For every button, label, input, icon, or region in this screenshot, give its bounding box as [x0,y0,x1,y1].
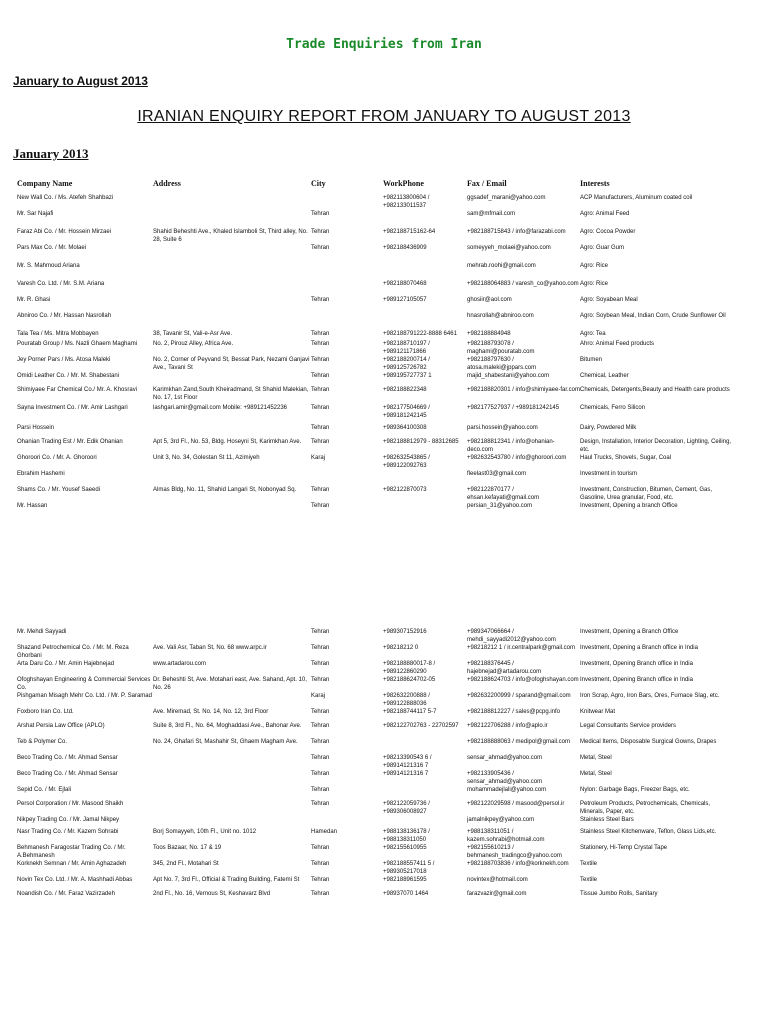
company-cell: Mr. Mehdi Sayyadi [17,629,67,635]
city-cell [311,312,383,330]
address-cell: Almas Bldg, No. 11, Shahid Langari St, Nobonyad Sq. [153,487,297,493]
fax-email-cell: ghosiir@aol.com [467,297,512,303]
address-cell [153,280,311,296]
company-cell: Shimiyaee Far Chemical Co./ Mr. A. Khosravi [17,387,138,393]
address-cell: Borj Somayyeh, 10th Fl., Unit no. 1012 [153,829,257,835]
interests-cell: Agro: Rice [580,281,609,287]
address-cell [153,502,311,518]
interests-cell: Investment, Construction, Bitumen, Cement, Gas, Gasoline, Urea granular, Food, etc. [580,487,713,501]
city-cell: Tehran [311,739,330,745]
header-interests: Interests [580,180,610,188]
address-cell: Apt 5, 3rd Fl., No. 53, Bldg. Hoseyni St, Karimkhan Ave. [153,439,302,445]
company-cell: Jey Porner Pars / Ms. Atosa Maleki [17,357,111,363]
company-cell: Faraz Abi Co. / Mr. Hossein Mirzaei [17,229,112,235]
workphone-cell [383,262,467,280]
company-cell: Parsi Hossein [17,425,55,431]
company-cell: Mr. R. Ghasi [17,297,51,303]
interests-cell: Agro: Soyabean Meal [580,297,638,303]
fax-email-cell: +982122870177 / ehsan.kefayati@gmail.com [467,487,540,501]
company-cell: Ohanian Trading Est / Mr. Edik Ohanian [17,439,123,445]
header-city: City [311,180,326,188]
company-cell: Mr. Hassan [17,503,48,509]
city-cell: Tehran [311,331,330,337]
company-cell: Novin Tex Co. Ltd. / Mr. A. Mashhadi Abbas [17,877,133,883]
address-cell [153,754,311,770]
fax-email-cell: +982632200999 / sparand@gmail.com [467,693,571,699]
company-cell: Arshat Persia Law Office (APLO) [17,723,105,729]
workphone-cell: +982188436909 [383,245,427,251]
company-cell: Shazand Petrochemical Co. / Mr. M. Reza Ghorbani [17,645,129,659]
table-body [17,628,735,902]
report-title: IRANIAN ENQUIRY REPORT FROM JANUARY TO AUGUST 2013 [137,108,631,125]
workphone-cell: +982632543865 / +989122092763 [383,455,430,469]
interests-cell: Knitwear Mat [580,709,616,715]
table-row [17,860,735,876]
address-cell: 2nd Fl., No. 16, Vernous St, Keshavarz Blvd [153,891,271,897]
table-row [17,312,735,330]
company-cell: Omidi Leather Co. / Mr. M. Shabestani [17,373,120,379]
city-cell: Tehran [311,387,330,393]
interests-cell: Metal, Steel [580,755,612,761]
table-body [17,194,735,518]
address-cell [153,692,311,708]
company-cell: New Wall Co. / Ms. Atefeh Shahbazi [17,195,114,201]
header-address: Address [153,180,181,188]
fax-email-cell: +988138311051 / kazem.sohrabi@hotmail.com [467,829,545,843]
interests-cell: Textile [580,861,598,867]
table-row [17,628,735,644]
interests-cell: Agro: Rice [580,263,609,269]
fax-email-cell: +982133905436 / sensar_ahmad@yahoo.com [467,771,543,785]
table-row [17,828,735,844]
company-cell: Nasr Trading Co. / Mr. Kazem Sohrabi [17,829,119,835]
table-row [17,210,735,228]
table-row [17,692,735,708]
workphone-cell: +982632200888 / +989122888036 [383,693,430,707]
city-cell: Tehran [311,405,330,411]
company-cell: Ebrahim Hashemi [17,471,65,477]
table-row [17,438,735,454]
table-row [17,754,735,770]
company-cell: Mr. Sar Najafi [17,211,54,217]
city-cell: Tehran [311,297,330,303]
workphone-cell: +989307152916 [383,629,427,635]
table-row [17,876,735,890]
company-cell: Persol Corporation / Mr. Masood Shaikh [17,801,124,807]
interests-cell: Legal Consultants Service providers [580,723,677,729]
interests-cell: Agro: Tea [580,331,606,337]
workphone-cell [383,816,467,828]
workphone-cell: +989127105057 [383,297,427,303]
fax-email-cell: +982155610213 / behmanesh_tradingco@yahoo.com [467,845,562,859]
table-row [17,786,735,800]
company-cell: Teb & Polymer Co. [17,739,68,745]
company-cell: Shams Co. / Mr. Yousef Saeedi [17,487,101,493]
interests-cell: Iron Scrap, Agro, Iron Bars, Ores, Furnace Slag, etc. [580,693,720,699]
fax-email-cell: +982188703836 / info@korknekh.com [467,861,569,867]
fax-email-cell: +982188812227 / sales@pcpg.info [467,709,560,715]
address-cell [153,770,311,786]
workphone-cell [383,312,467,330]
workphone-cell: +982188880017-8 / +989122860290 [383,661,436,675]
interests-cell: Investment in tourism [580,471,638,477]
workphone-cell [383,470,467,486]
interests-cell: Investment, Opening a branch Office [580,503,678,509]
table-row [17,722,735,738]
company-cell: Beco Trading Co. / Mr. Ahmad Sensar [17,771,118,777]
workphone-cell: +98937070 1464 [383,891,429,897]
fax-email-cell: persian_31@yahoo.com [467,503,533,509]
interests-cell: Agro: Cocoa Powder [580,229,636,235]
workphone-cell: +982188744117 5-7 [383,709,437,715]
workphone-cell: +982188200714 / +989125726782 [383,357,430,371]
fax-email-cell: mohammadejlali@yahoo.com [467,787,547,793]
company-cell: Mr. S. Mahmoud Ariana [17,263,80,269]
interests-cell: Agro: Guar Gum [580,245,625,251]
fax-email-cell: +982188812341 / info@ohanian-deco.com [467,439,555,453]
city-cell: Tehran [311,629,330,635]
table-row [17,386,735,404]
company-cell: Ghoroori Co. / Mr. A. Ghoroori [17,455,97,461]
interests-cell: Petroleum Products, Petrochemicals, Chemicals, Minerals, Paper, etc. [580,801,711,815]
workphone-cell: +982122870073 [383,487,427,493]
workphone-cell: +982188791222-8888 6461 [383,331,457,337]
table-row [17,660,735,676]
city-cell: Karaj [311,693,326,699]
workphone-cell: +988138136178 / +988138311050 [383,829,430,843]
fax-email-cell: +982188376445 / hajebnejad@artadarou.com [467,661,542,675]
interests-cell: Chemical, Leather [580,373,629,379]
address-cell: Dr. Beheshti St, Ave. Motahari east, Ave. Sahand, Apt. 10, No. 26 [153,677,307,691]
fax-email-cell: +982188715843 / info@farazabi.com [467,229,566,235]
city-cell: Tehran [311,503,330,509]
city-cell: Tehran [311,245,330,251]
interests-cell: Investment, Opening a Branch office in India [580,645,698,651]
city-cell: Tehran [311,861,330,867]
header-workphone: WorkPhone [383,180,424,188]
address-cell: Apt No. 7, 3rd Fl., Official & Trading Building, Fatemi St [153,877,300,883]
enquiry-table-part-1 [17,180,735,518]
table-row [17,676,735,692]
interests-cell: Tissue Jumbo Rolls, Sanitary [580,891,658,897]
table-row [17,644,735,660]
address-cell: No. 2, Corner of Peyvand St, Bessat Park, Nezami Ganjavi Ave., Tavani St [153,357,310,371]
address-cell: No. 24, Ghafari St, Mashahir St, Ghaem Magham Ave. [153,739,298,745]
address-cell: Toos Bazaar, No. 17 & 19 [153,845,222,851]
address-cell: 345, 2nd Fl., Motahari St [153,861,219,867]
address-cell: Ave. Miremad, St. No. 14, No. 12, 3rd Floor [153,709,269,715]
fax-email-cell: mehrab.roohi@gmail.com [467,263,536,269]
table-row [17,330,735,340]
interests-cell: Investment, Opening Branch office in India [580,661,693,667]
address-cell: Ave. Vali Asr, Taban St, No. 68 www.arpc.ir [153,645,267,651]
fax-email-cell: +982188888063 / medipol@gmail.com [467,739,570,745]
city-cell: Tehran [311,229,330,235]
fax-email-cell: +982188820301 / info@shimiyaee-far.com [467,387,580,393]
city-cell [311,194,383,210]
address-cell: Karimkhan Zand,South Kheiradmand, St Shahid Malekian, No. 17, 1st Floor [153,387,309,401]
address-cell: Suite 8, 3rd Fl., No. 64, Moghaddasi Ave., Bahonar Ave. [153,723,302,729]
interests-cell: Metal, Steel [580,771,612,777]
city-cell [311,280,383,296]
company-cell: Sepid Co. / Mr. Ejlali [17,787,72,793]
workphone-cell: +982188822348 [383,387,427,393]
table-row [17,890,735,902]
fax-email-cell: +982122029598 / masood@persol.ir [467,801,565,807]
workphone-cell: +982122059736 / +989306008927 [383,801,430,815]
city-cell: Tehran [311,709,330,715]
fax-email-cell: sam@mfmail.com [467,211,516,217]
address-cell: No. 2, Pirouz Alley, Africa Ave. [153,341,234,347]
city-cell: Tehran [311,211,330,217]
interests-cell: Textile [580,877,598,883]
interests-cell: Stationery, Hi-Temp Crystal Tape [580,845,668,851]
address-cell [153,786,311,800]
fax-email-cell: +989347066664 / mehdi_sayyadi2012@yahoo.com [467,629,556,643]
interests-cell: Stainless Steel Bars [580,817,634,823]
workphone-cell [383,738,467,754]
table-row [17,340,735,356]
interests-cell: Bitumen [580,357,603,363]
table-row [17,770,735,786]
workphone-cell: +98218212 0 [383,645,419,651]
city-cell: Tehran [311,755,330,761]
city-cell: Tehran [311,677,330,683]
interests-cell: ACP Manufacturers, Aluminum coated coil [580,195,693,201]
workphone-cell: +989364100308 [383,425,427,431]
address-cell: lashgari.amir@gmail.com Mobile: +989121452236 [153,405,287,411]
address-cell [153,800,311,816]
subtitle: January to August 2013 [13,74,148,88]
interests-cell: Dairy, Powdered Milk [580,425,637,431]
company-cell: Pouratab Group / Ms. Nazli Ghaem Maghami [17,341,138,347]
city-cell: Tehran [311,877,330,883]
interests-cell: Agro: Soybean Meal, Indian Corn, Crude Sunflower Oil [580,313,726,319]
workphone-cell: +982177504669 / +989181242145 [383,405,430,419]
company-cell: Beco Trading Co. / Mr. Ahmad Sensar [17,755,118,761]
header-fax-email: Fax / Email [467,180,507,188]
city-cell: Tehran [311,645,330,651]
city-cell: Tehran [311,801,330,807]
workphone-cell: +98914121316 7 [383,771,429,777]
month-heading: January 2013 [13,146,89,161]
company-cell: Pishgaman Misagh Mehr Co. Ltd. / Mr. P. Saramad [17,693,152,699]
company-cell: Ofoghshayan Engineering & Commercial Services Co. [17,677,151,691]
company-cell: Korknekh Semnan / Mr. Amin Aghazadeh [17,861,127,867]
company-cell: Nikpey Trading Co. / Mr. Jamal Nikpey [17,817,120,823]
interests-cell: Chemicals, Detergents,Beauty and Health care products [580,387,730,393]
company-cell: Behmanesh Faragostar Trading Co. / Mr. A.Behmanesh [17,845,126,859]
table-row [17,486,735,502]
address-cell: www.artadarou.com [153,661,207,667]
workphone-cell: +982188557411 5 / +989305217018 [383,861,435,875]
address-cell [153,244,311,262]
city-cell: Tehran [311,845,330,851]
fax-email-cell: +982188797630 / atosa.maleki@jppars.com [467,357,537,371]
city-cell [311,816,383,828]
table-row [17,800,735,816]
city-cell: Tehran [311,439,330,445]
fax-email-cell: novintex@hotmail.com [467,877,528,883]
address-cell [153,296,311,312]
fax-email-cell: hnasrollah@abniroo.com [467,313,534,319]
city-cell: Tehran [311,357,330,363]
address-cell [153,262,311,280]
city-cell: Hamedan [311,829,338,835]
interests-cell: Nylon: Garbage Bags, Freezer Bags, etc. [580,787,690,793]
address-cell [153,372,311,386]
interests-cell: Ahro: Animal Feed products [580,341,655,347]
fax-email-cell: sensar_ahmad@yahoo.com [467,755,543,761]
enquiry-table-part-2 [17,628,735,902]
city-cell: Karaj [311,455,326,461]
table-row [17,404,735,424]
city-cell [311,262,383,280]
fax-email-cell: fleelast03@gmail.com [467,471,527,477]
company-cell: Abniroo Co. / Mr. Hassan Nasrollah [17,313,112,319]
fax-email-cell: +982632543780 / info@ghoroori.com [467,455,567,461]
table-row [17,194,735,210]
table-row [17,280,735,296]
workphone-cell: +982188812979 - 88312685 [383,439,459,445]
workphone-cell: +982122702763 - 22702597 [383,723,459,729]
table-row [17,424,735,438]
table-row [17,296,735,312]
table-row [17,816,735,828]
city-cell: Tehran [311,787,330,793]
address-cell: Shahid Beheshti Ave., Khaled Islamboli St, Third alley, No. 28, Suite 6 [153,229,308,243]
top-title: Trade Enquiries from Iran [286,37,482,52]
workphone-cell: +982188961595 [383,877,427,883]
company-cell: Pars Max Co. / Mr. Molaei [17,245,87,251]
workphone-cell: +982188710197 / +989121171866 [383,341,430,355]
city-cell: Tehran [311,425,330,431]
workphone-cell [383,210,467,228]
fax-email-cell: +982122706288 / info@aplo.ir [467,723,548,729]
company-cell: Arta Daru Co. / Mr. Amin Hajebnejad [17,661,115,667]
table-row [17,844,735,860]
fax-email-cell: majid_shabestani@yahoo.com [467,373,550,379]
fax-email-cell: ggsadef_marani@yahoo.com [467,195,546,201]
table-row [17,228,735,244]
table-row [17,708,735,722]
address-cell [153,470,311,486]
fax-email-cell: farazvazir@gmail.com [467,891,527,897]
interests-cell: Chemicals, Ferro Silicon [580,405,646,411]
city-cell: Tehran [311,771,330,777]
address-cell [153,194,311,210]
workphone-cell: +982188715162-64 [383,229,436,235]
address-cell [153,312,311,330]
fax-email-cell: +982188624703 / info@ofoghshayan.com [467,677,579,683]
company-cell: Noandish Co. / Mr. Faraz Vazirzadeh [17,891,115,897]
table-row [17,470,735,486]
interests-cell: Stainless Steel Kitchenware, Teflon, Glass Lids,etc. [580,829,717,835]
header-company: Company Name [17,180,73,188]
table-header-row [17,180,735,194]
interests-cell: Design, Installation, Interior Decoration, Lighting, Ceiling, etc. [580,439,732,453]
company-cell: Sayna Investment Co. / Mr. Amir Lashgari [17,405,128,411]
address-cell [153,210,311,228]
interests-cell: Agro: Animal Feed [580,211,630,217]
fax-email-cell: +982177527937 / +989181242145 [467,405,560,411]
fax-email-cell: +982188884948 [467,331,511,337]
interests-cell: Haul Trucks, Shovels, Sugar, Coal [580,455,672,461]
address-cell: 38, Tavanir St, Vali-e-Asr Ave. [153,331,233,337]
fax-email-cell: jamalnikpey@yahoo.com [467,817,535,823]
address-cell [153,424,311,438]
workphone-cell: +982113800604 / +982133011537 [383,195,430,209]
interests-cell: Investment, Opening Branch office in India [580,677,693,683]
company-cell: Foxboro Iran Co. Ltd. [17,709,74,715]
fax-email-cell: parsi.hossein@yahoo.com [467,425,538,431]
workphone-cell: +98213390543 6 / +98914121316 7 [383,755,432,769]
interests-cell: Investment, Opening a Branch Office [580,629,679,635]
city-cell: Tehran [311,373,330,379]
table-row [17,262,735,280]
city-cell: Tehran [311,341,330,347]
city-cell: Tehran [311,661,330,667]
city-cell [311,470,383,486]
city-cell: Tehran [311,487,330,493]
table-row [17,502,735,518]
fax-email-cell: +982188064883 / varesh_co@yahoo.com [467,281,579,287]
address-cell: Unit 3, No. 34, Golestan St 11, Azimiyeh [153,455,260,461]
table-row [17,372,735,386]
address-cell [153,628,311,644]
interests-cell: Medical Items, Disposable Surgical Gowns, Drapes [580,739,717,745]
workphone-cell: +982155610955 [383,845,427,851]
workphone-cell: +982188624702-05 [383,677,436,683]
table-row [17,738,735,754]
city-cell: Tehran [311,891,330,897]
fax-email-cell: +98218212 1 / ir.centralpark@gmail.com [467,645,575,651]
address-cell [153,816,311,828]
fax-email-cell: someyyeh_molaei@yahoo.com [467,245,551,251]
fax-email-cell: +982188793078 / maghami@pouratab.com [467,341,535,355]
table-row [17,454,735,470]
company-cell: Tala Tea / Ms. Mitra Mobbayen [17,331,99,337]
city-cell: Tehran [311,723,330,729]
workphone-cell [383,786,467,800]
company-cell: Varesh Co. Ltd. / Mr. S.M. Ariana [17,281,105,287]
table-row [17,356,735,372]
workphone-cell: +989195727737 1 [383,373,432,379]
table-row [17,244,735,262]
workphone-cell [383,502,467,518]
workphone-cell: +982188070468 [383,281,427,287]
